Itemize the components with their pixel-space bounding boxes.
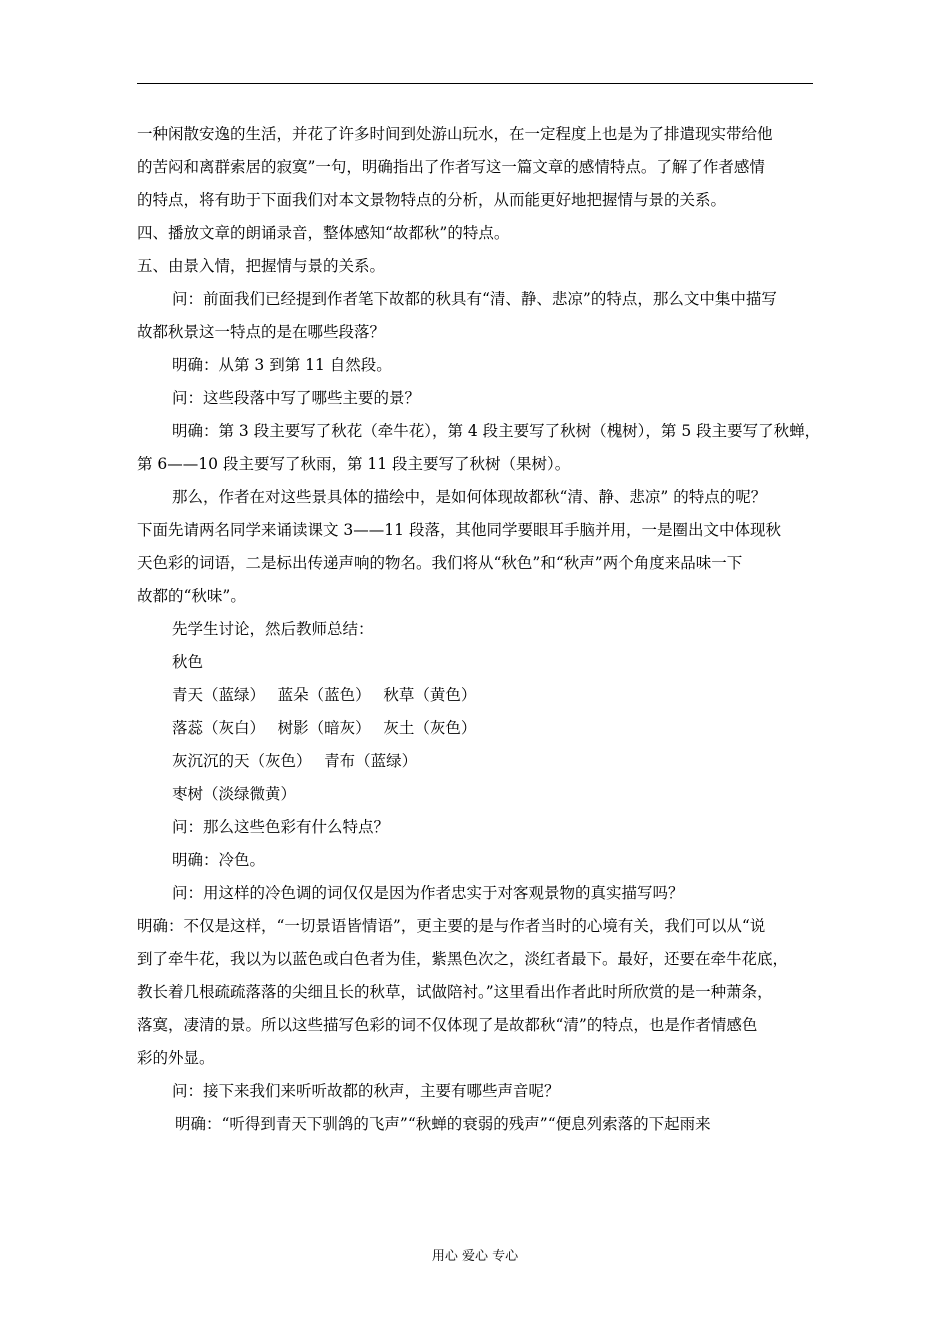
section-heading: 五、由景入情，把握情与景的关系。: [137, 257, 386, 275]
answer-line: 明确：不仅是这样，“一切景语皆情语”，更主要的是与作者当时的心境有关，我们可以从“说: [137, 917, 766, 935]
color-word-row: 青天（蓝绿） 蓝朵（蓝色） 秋草（黄色）: [172, 686, 477, 704]
color-word-row: 灰沉沉的天（灰色） 青布（蓝绿）: [172, 752, 418, 770]
answer-line: 明确：“听得到青天下驯鸽的飞声”“秋蝉的衰弱的残声”“便息列索落的下起雨来: [175, 1115, 711, 1133]
header-rule: [137, 83, 813, 84]
text-line: 先学生讨论，然后教师总结：: [172, 620, 374, 638]
text-line: 故都的“秋味”。: [137, 587, 246, 605]
question-line: 问：接下来我们来听听故都的秋声，主要有哪些声音呢？: [172, 1082, 560, 1100]
color-word-row: 落蕊（灰白） 树影（暗灰） 灰土（灰色）: [172, 719, 477, 737]
text-line: 故都秋景这一特点的是在哪些段落？: [137, 323, 386, 341]
text-line: 落寞，凄清的景。所以这些描写色彩的词不仅体现了是故都秋“清”的特点，也是作者情感色: [137, 1016, 758, 1034]
text-line: 的特点，将有助于下面我们对本文景物特点的分析，从而能更好地把握情与景的关系。: [137, 191, 727, 209]
text-line: 的苦闷和离群索居的寂寞”一句，明确指出了作者写这一篇文章的感情特点。了解了作者感情: [137, 158, 765, 176]
subheading-autumn-color: 秋色: [172, 653, 204, 671]
text-line: 下面先请两名同学来诵读课文 3——11 段落，其他同学要眼耳手脑并用，一是圈出文中体现秋: [137, 521, 781, 539]
page-footer: 用心 爱心 专心: [431, 1249, 519, 1264]
text-line: 天色彩的词语，二是标出传递声响的物名。我们将从“秋色”和“秋声”两个角度来品味一下: [137, 554, 743, 572]
text-line: 彩的外显。: [137, 1049, 215, 1067]
text-line: 一种闲散安逸的生活，并花了许多时间到处游山玩水，在一定程度上也是为了排遣现实带给他: [137, 125, 773, 143]
text-line: 那么，作者在对这些景具体的描绘中，是如何体现故都秋“清、静、悲凉” 的特点的呢？: [172, 488, 767, 506]
color-word-row: 枣树（淡绿微黄）: [172, 785, 297, 803]
text-line: 第 6——10 段主要写了秋雨，第 11 段主要写了秋树（果树）。: [137, 455, 571, 473]
answer-line: 明确：冷色。: [172, 851, 266, 869]
question-line: 问：这些段落中写了哪些主要的景？: [172, 389, 421, 407]
answer-line: 明确：第 3 段主要写了秋花（牵牛花），第 4 段主要写了秋树（槐树），第 5 段主要写了秋蝉，: [172, 422, 821, 440]
answer-line: 明确：从第 3 到第 11 自然段。: [172, 356, 392, 374]
text-line: 到了牵牛花，我以为以蓝色或白色者为佳，紫黑色次之，淡红者最下。最好，还要在牵牛花底，: [137, 950, 789, 968]
question-line: 问：用这样的冷色调的词仅仅是因为作者忠实于对客观景物的真实描写吗？: [172, 884, 684, 902]
document-body: [137, 118, 821, 1141]
text-line: 教长着几根疏疏落落的尖细且长的秋草，试做陪衬。”这里看出作者此时所欣赏的是一种萧条，: [137, 983, 773, 1001]
question-line: 问：那么这些色彩有什么特点？: [172, 818, 390, 836]
question-line: 问：前面我们已经提到作者笔下故都的秋具有“清、静、悲凉”的特点，那么文中集中描写: [172, 290, 777, 308]
section-heading: 四、播放文章的朗诵录音，整体感知“故都秋”的特点。: [137, 224, 510, 242]
